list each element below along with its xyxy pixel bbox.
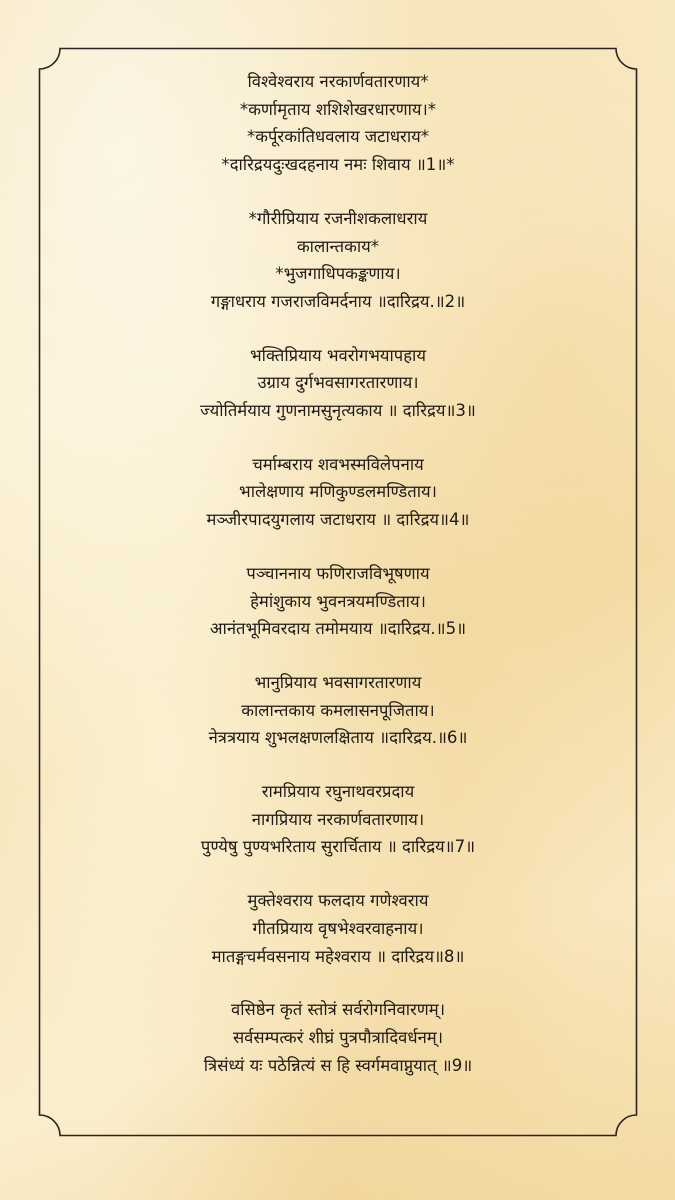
verse-1: [38, 68, 638, 179]
verse-6: [38, 669, 638, 752]
verse-line: मुक्तेश्वराय फलदाय गणेश्वराय: [247, 891, 429, 911]
verse-line: मातङ्गचर्मवसनाय महेश्वराय ॥ दारिद्रय॥8॥: [211, 946, 465, 966]
verse-7: [38, 778, 638, 861]
verse-line: कालान्तकाय कमलासनपूजिताय।: [241, 700, 435, 720]
verse-line: *गौरीप्रियाय रजनीशकलाधराय: [248, 208, 428, 228]
verse-line: नागप्रियाय नरकार्णवतारणाय।: [251, 809, 425, 829]
verse-line: आनंतभूमिवरदाय तमोमयाय ॥दारिद्रय.॥5॥: [209, 619, 467, 639]
verse-line: कालान्तकाय*: [296, 236, 380, 256]
verse-line: भक्तिप्रियाय भवरोगभयापहाय: [250, 345, 426, 365]
verse-line: भालेक्षणाय मणिकुण्डलमण्डिताय।: [239, 482, 437, 502]
verse-line: रामप्रियाय रघुनाथवरप्रदाय: [261, 782, 415, 802]
verse-line: वसिष्ठेन कृतं स्तोत्रं सर्वरोगनिवारणम्।: [230, 1000, 446, 1020]
verse-line: विश्वेश्वराय नरकार्णवतारणाय*: [247, 72, 429, 91]
verse-9: [38, 996, 638, 1079]
verse-line: गीतप्रियाय वृषभेश्वरवाहनाय।: [252, 918, 424, 938]
verse-line: चर्माम्बराय शवभस्मविलेपनाय: [252, 454, 424, 474]
verse-2: [38, 205, 638, 316]
verse-line: पञ्चाननाय फणिराजविभूषणाय: [246, 563, 430, 583]
verse-line: *दारिद्रयदुःखदहनाय नमः शिवाय ॥1॥*: [221, 155, 455, 175]
verse-4: [38, 451, 638, 534]
verse-line: गङ्गाधराय गजराजविमर्दनाय ॥दारिद्रय.॥2॥: [210, 291, 466, 311]
verse-line: पुण्येषु पुण्यभरिताय सुरार्चिताय ॥ दारिद्रय॥7॥: [200, 837, 476, 857]
verse-line: *भुजगाधिपकङ्कणाय।: [275, 264, 401, 284]
verse-5: [38, 560, 638, 643]
verse-line: ज्योतिर्मयाय गुणनामसुनृत्यकाय ॥ दारिद्रय॥3॥: [200, 401, 476, 421]
verse-3: [38, 342, 638, 425]
verse-line: त्रिसंध्यं यः पठेन्नित्यं स हि स्वर्गमवाप्नुयात् ॥9॥: [203, 1055, 473, 1075]
verse-line: सर्वसम्पत्करं शीघ्रं पुत्रपौत्रादिवर्धनम्।: [232, 1027, 444, 1047]
verse-8: [38, 887, 638, 970]
stotra-text: [38, 68, 638, 1105]
verse-line: भानुप्रियाय भवसागरतारणाय: [254, 672, 422, 692]
verse-line: नेत्रत्रयाय शुभलक्षणलक्षिताय ॥दारिद्रय.॥6॥: [208, 728, 468, 748]
verse-line: उग्राय दुर्गभवसागरतारणाय।: [257, 373, 419, 393]
verse-line: *कर्णामृताय शशिशेखरधारणाय।*: [239, 99, 437, 119]
verse-line: हेमांशुकाय भुवनत्रयमण्डिताय।: [250, 591, 426, 611]
verse-line: मञ्जीरपादयुगलाय जटाधराय ॥ दारिद्रय॥4॥: [206, 510, 470, 530]
verse-line: *कर्पूरकांतिधवलाय जटाधराय*: [246, 127, 430, 147]
